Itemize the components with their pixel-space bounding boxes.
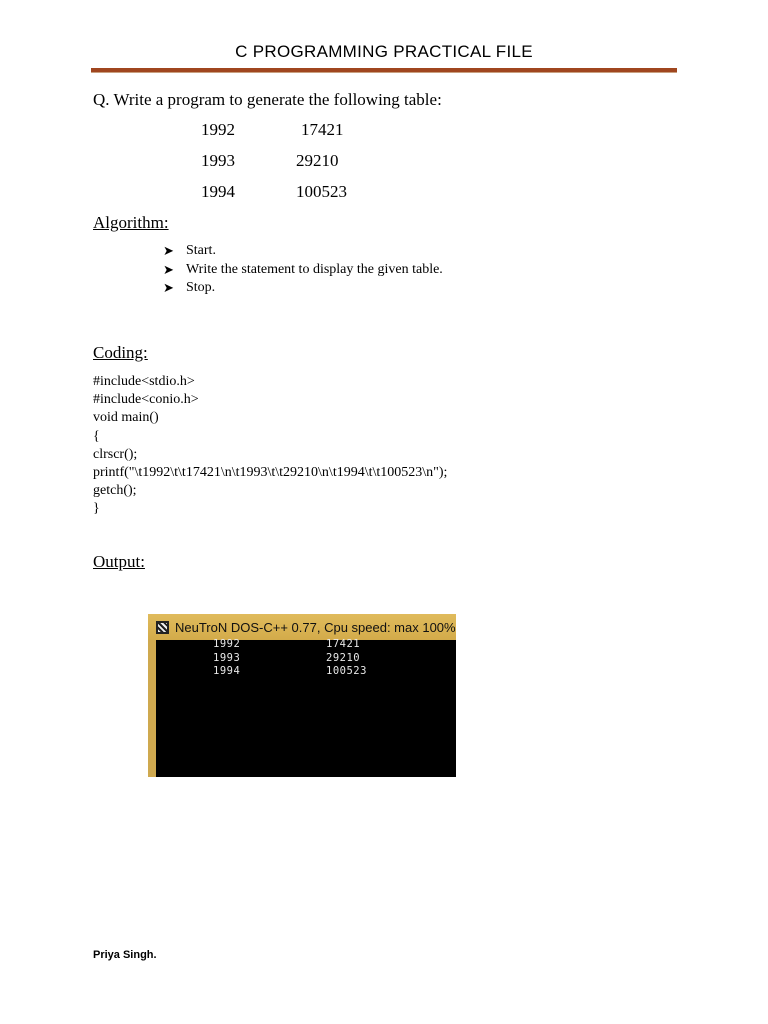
arrow-bullet-icon: ➤	[163, 280, 174, 295]
terminal-year: 1992	[213, 638, 241, 650]
table-year: 1992	[201, 120, 235, 139]
question-text: Q. Write a program to generate the following table:	[93, 90, 442, 109]
code-line: #include<conio.h>	[93, 392, 199, 408]
given-table	[201, 120, 401, 213]
coding-heading: Coding:	[93, 343, 148, 362]
table-value: 29210	[296, 151, 339, 170]
terminal-value: 100523	[326, 665, 367, 677]
arrow-bullet-icon: ➤	[163, 261, 174, 277]
arrow-bullet-icon: ➤	[163, 243, 174, 258]
code-line: clrscr();	[93, 446, 138, 462]
output-heading: Output:	[93, 552, 145, 571]
table-row	[201, 182, 401, 213]
terminal-row	[156, 651, 456, 668]
table-year: 1993	[201, 151, 235, 170]
page-header-title: C PROGRAMMING PRACTICAL FILE	[235, 42, 533, 61]
table-year: 1994	[201, 182, 235, 201]
table-value: 17421	[301, 120, 344, 139]
algorithm-step: Stop.	[186, 280, 216, 295]
code-listing	[93, 373, 447, 519]
terminal-screen	[156, 640, 456, 681]
dosbox-icon	[156, 621, 169, 634]
table-row	[201, 151, 401, 182]
table-value: 100523	[296, 182, 347, 201]
terminal-row	[156, 640, 456, 654]
algorithm-heading: Algorithm:	[93, 213, 169, 232]
algorithm-step: Write the statement to display the given table.	[186, 261, 443, 277]
terminal-titlebar	[148, 614, 456, 640]
terminal-row	[156, 667, 456, 681]
footer-author: Priya Singh.	[93, 949, 157, 961]
code-line: getch();	[93, 483, 137, 499]
output-screenshot	[148, 614, 456, 777]
code-line: void main()	[93, 410, 159, 426]
terminal-title: NeuTroN DOS-C++ 0.77, Cpu speed: max 100%	[175, 619, 456, 635]
terminal-year: 1994	[213, 665, 241, 677]
terminal-value: 17421	[326, 638, 361, 650]
code-line: printf("\t1992\t\t17421\n\t1993\t\t29210\n\t1994\t\t100523\n");	[93, 465, 448, 481]
code-line: #include<stdio.h>	[93, 374, 195, 389]
code-line: {	[93, 428, 100, 444]
terminal-year: 1993	[213, 651, 241, 664]
algorithm-step: Start.	[186, 243, 216, 258]
header-divider	[91, 68, 677, 73]
table-row	[201, 120, 401, 151]
terminal-value: 29210	[326, 651, 361, 664]
code-line: }	[93, 501, 100, 517]
